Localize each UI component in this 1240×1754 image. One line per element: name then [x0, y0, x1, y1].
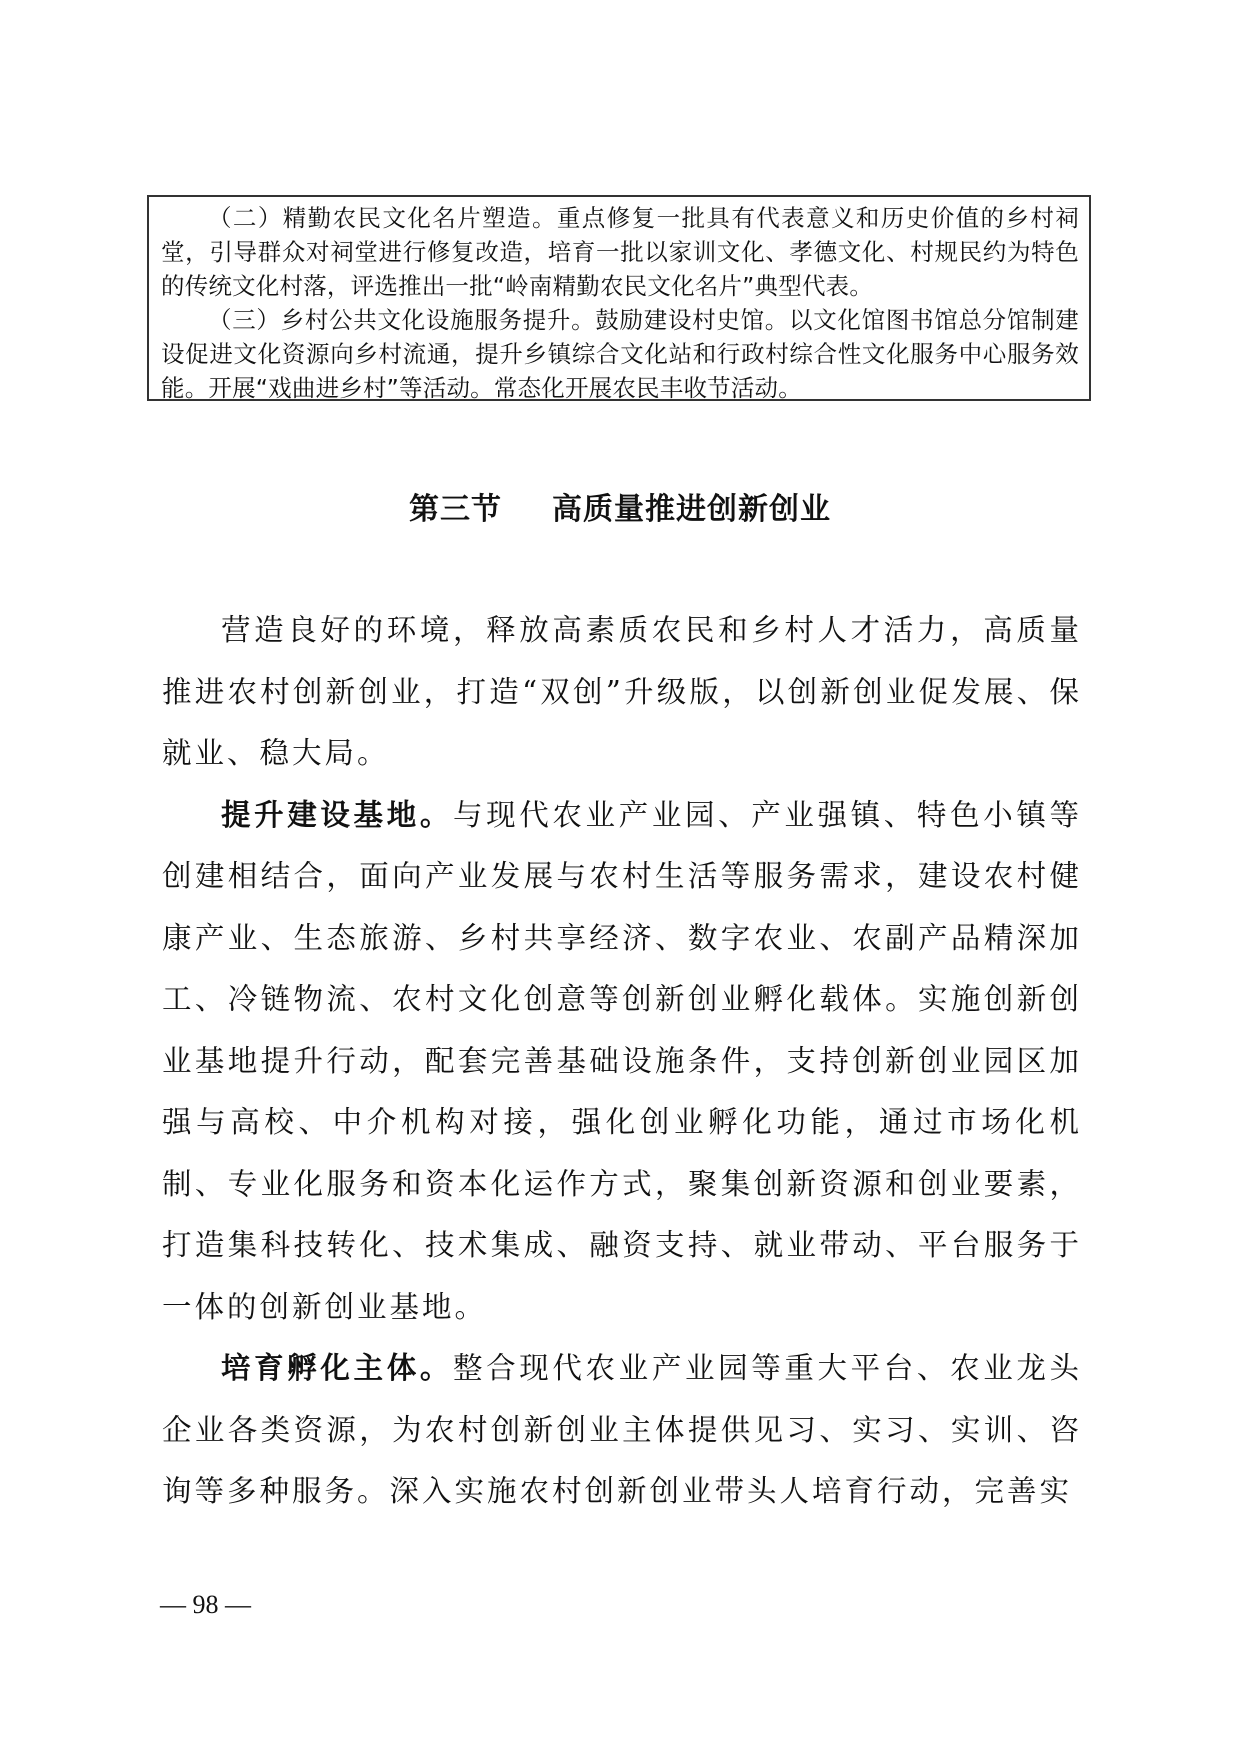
section-number: 第三节 — [409, 492, 502, 527]
boxed-text-panel — [147, 195, 1091, 401]
box-paragraph-3: （三）乡村公共文化设施服务提升。鼓励建设村史馆。以文化馆图书馆总分馆制建设促进文化资源向乡村流通，提升乡镇综合文化站和行政村综合性文化服务中心服务效能。开展“戏曲进乡村”等活动。常态化开展农民丰收节活动。 — [161, 306, 1079, 402]
section-heading — [0, 484, 1240, 528]
box-paragraph-2: （二）精勤农民文化名片塑造。重点修复一批具有代表意义和历史价值的乡村祠堂，引导群众对祠堂进行修复改造，培育一批以家训文化、孝德文化、村规民约为特色的传统文化村落，评选推出一批“岭南精勤农民文化名片”典型代表。 — [161, 204, 1079, 300]
paragraph-text: 整合现代农业产业园等重大平台、农业龙头企业各类资源，为农村创新创业主体提供见习、实习、实训、咨询等多种服务。深入实施农村创新创业带头人培育行动，完善实 — [162, 1351, 1082, 1508]
paragraph-build-bases — [162, 785, 1082, 1339]
paragraph-cultivate-entities — [162, 1338, 1082, 1523]
paragraph-lead: 培育孵化主体。 — [221, 1351, 453, 1385]
body-text — [162, 600, 1082, 1523]
section-title: 高质量推进创新创业 — [552, 492, 831, 527]
paragraph-lead: 提升建设基地。 — [221, 797, 453, 832]
intro-paragraph: 营造良好的环境，释放高素质农民和乡村人才活力，高质量推进农村创新创业，打造“双创”升级版，以创新创业促发展、保就业、稳大局。 — [162, 613, 1082, 770]
paragraph-text: 与现代农业产业园、产业强镇、特色小镇等创建相结合，面向产业发展与农村生活等服务需求，建设农村健康产业、生态旅游、乡村共享经济、数字农业、农副产品精深加工、冷链物流、农村文化创意等创新创业孵化载体。实施创新创业基地提升行动，配套完善基础设施条件，支持创新创业园区加强与高校、中介机构对接，强化创业孵化功能，通过市场化机制、专业化服务和资本化运作方式，聚集创新资源和创业要素，打造集科技转化、技术集成、融资支持、就业带动、平台服务于一体的创新创业基地。 — [162, 797, 1082, 1324]
page-number: — 98 — — [160, 1590, 251, 1619]
